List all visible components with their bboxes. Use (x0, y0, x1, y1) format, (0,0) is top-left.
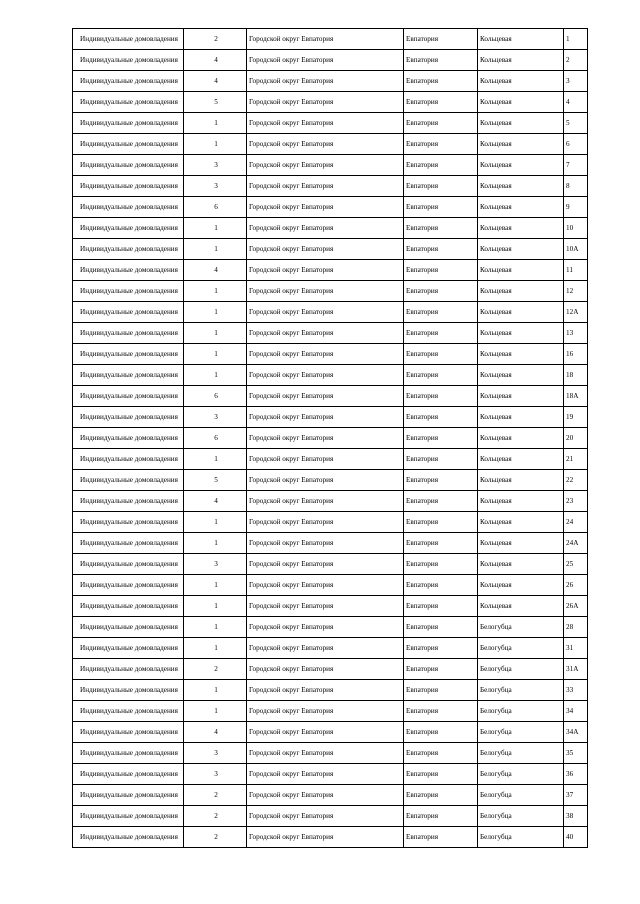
city-cell: Евпатория (404, 113, 478, 134)
street-cell: Кольцевая (478, 449, 564, 470)
district-cell: Городской округ Евпатория (247, 764, 404, 785)
street-cell: Кольцевая (478, 29, 564, 50)
house-number-cell: 10А (564, 239, 588, 260)
street-cell: Кольцевая (478, 512, 564, 533)
building-type-cell: Индивидуальные домовладения (73, 533, 184, 554)
street-cell: Белогубца (478, 638, 564, 659)
table-row (73, 491, 588, 512)
count-cell: 1 (184, 344, 247, 365)
table-row (73, 680, 588, 701)
city-cell: Евпатория (404, 638, 478, 659)
count-cell: 4 (184, 722, 247, 743)
house-number-cell: 3 (564, 71, 588, 92)
table-row (73, 575, 588, 596)
city-cell: Евпатория (404, 743, 478, 764)
house-number-cell: 22 (564, 470, 588, 491)
street-cell: Кольцевая (478, 407, 564, 428)
count-cell: 5 (184, 92, 247, 113)
city-cell: Евпатория (404, 701, 478, 722)
building-type-cell: Индивидуальные домовладения (73, 176, 184, 197)
street-cell: Кольцевая (478, 155, 564, 176)
city-cell: Евпатория (404, 344, 478, 365)
street-cell: Белогубца (478, 806, 564, 827)
count-cell: 1 (184, 365, 247, 386)
street-cell: Кольцевая (478, 596, 564, 617)
count-cell: 3 (184, 764, 247, 785)
house-number-cell: 10 (564, 218, 588, 239)
table-row (73, 281, 588, 302)
count-cell: 1 (184, 218, 247, 239)
table-row (73, 764, 588, 785)
table-row (73, 323, 588, 344)
house-number-cell: 36 (564, 764, 588, 785)
district-cell: Городской округ Евпатория (247, 71, 404, 92)
table-row (73, 386, 588, 407)
district-cell: Городской округ Евпатория (247, 659, 404, 680)
count-cell: 3 (184, 155, 247, 176)
building-type-cell: Индивидуальные домовладения (73, 617, 184, 638)
building-type-cell: Индивидуальные домовладения (73, 806, 184, 827)
city-cell: Евпатория (404, 302, 478, 323)
city-cell: Евпатория (404, 239, 478, 260)
district-cell: Городской округ Евпатория (247, 29, 404, 50)
house-number-cell: 5 (564, 113, 588, 134)
city-cell: Евпатория (404, 386, 478, 407)
building-type-cell: Индивидуальные домовладения (73, 155, 184, 176)
table-row (73, 428, 588, 449)
district-cell: Городской округ Евпатория (247, 827, 404, 848)
count-cell: 3 (184, 743, 247, 764)
district-cell: Городской округ Евпатория (247, 470, 404, 491)
district-cell: Городской округ Евпатория (247, 743, 404, 764)
table-row (73, 449, 588, 470)
building-type-cell: Индивидуальные домовладения (73, 386, 184, 407)
district-cell: Городской округ Евпатория (247, 218, 404, 239)
city-cell: Евпатория (404, 218, 478, 239)
street-cell: Кольцевая (478, 533, 564, 554)
district-cell: Городской округ Евпатория (247, 407, 404, 428)
house-number-cell: 16 (564, 344, 588, 365)
street-cell: Белогубца (478, 701, 564, 722)
district-cell: Городской округ Евпатория (247, 428, 404, 449)
building-type-cell: Индивидуальные домовладения (73, 449, 184, 470)
count-cell: 5 (184, 470, 247, 491)
house-number-cell: 12 (564, 281, 588, 302)
table-row (73, 638, 588, 659)
street-cell: Белогубца (478, 659, 564, 680)
building-type-cell: Индивидуальные домовладения (73, 92, 184, 113)
street-cell: Кольцевая (478, 428, 564, 449)
city-cell: Евпатория (404, 260, 478, 281)
house-number-cell: 9 (564, 197, 588, 218)
building-type-cell: Индивидуальные домовладения (73, 323, 184, 344)
building-type-cell: Индивидуальные домовладения (73, 302, 184, 323)
district-cell: Городской округ Евпатория (247, 176, 404, 197)
count-cell: 2 (184, 785, 247, 806)
city-cell: Евпатория (404, 491, 478, 512)
building-type-cell: Индивидуальные домовладения (73, 113, 184, 134)
city-cell: Евпатория (404, 197, 478, 218)
street-cell: Белогубца (478, 743, 564, 764)
building-type-cell: Индивидуальные домовладения (73, 260, 184, 281)
district-cell: Городской округ Евпатория (247, 239, 404, 260)
city-cell: Евпатория (404, 785, 478, 806)
table-row (73, 659, 588, 680)
street-cell: Кольцевая (478, 176, 564, 197)
city-cell: Евпатория (404, 407, 478, 428)
building-type-cell: Индивидуальные домовладения (73, 701, 184, 722)
building-type-cell: Индивидуальные домовладения (73, 659, 184, 680)
house-number-cell: 12А (564, 302, 588, 323)
table-row (73, 197, 588, 218)
street-cell: Кольцевая (478, 113, 564, 134)
house-number-cell: 20 (564, 428, 588, 449)
city-cell: Евпатория (404, 470, 478, 491)
count-cell: 1 (184, 449, 247, 470)
count-cell: 1 (184, 281, 247, 302)
count-cell: 3 (184, 407, 247, 428)
count-cell: 6 (184, 197, 247, 218)
count-cell: 1 (184, 302, 247, 323)
building-type-cell: Индивидуальные домовладения (73, 596, 184, 617)
district-cell: Городской округ Евпатория (247, 512, 404, 533)
district-cell: Городской округ Евпатория (247, 680, 404, 701)
street-cell: Белогубца (478, 764, 564, 785)
building-type-cell: Индивидуальные домовладения (73, 722, 184, 743)
street-cell: Кольцевая (478, 491, 564, 512)
city-cell: Евпатория (404, 659, 478, 680)
house-number-cell: 34А (564, 722, 588, 743)
city-cell: Евпатория (404, 617, 478, 638)
house-number-cell: 28 (564, 617, 588, 638)
district-cell: Городской округ Евпатория (247, 134, 404, 155)
building-type-cell: Индивидуальные домовладения (73, 71, 184, 92)
city-cell: Евпатория (404, 680, 478, 701)
district-cell: Городской округ Евпатория (247, 722, 404, 743)
street-cell: Кольцевая (478, 575, 564, 596)
street-cell: Кольцевая (478, 92, 564, 113)
district-cell: Городской округ Евпатория (247, 449, 404, 470)
count-cell: 4 (184, 491, 247, 512)
city-cell: Евпатория (404, 806, 478, 827)
building-type-cell: Индивидуальные домовладения (73, 29, 184, 50)
table-row (73, 134, 588, 155)
count-cell: 1 (184, 323, 247, 344)
table-row (73, 239, 588, 260)
house-number-cell: 8 (564, 176, 588, 197)
count-cell: 2 (184, 806, 247, 827)
district-cell: Городской округ Евпатория (247, 323, 404, 344)
house-number-cell: 24А (564, 533, 588, 554)
house-number-cell: 25 (564, 554, 588, 575)
district-cell: Городской округ Евпатория (247, 575, 404, 596)
building-type-cell: Индивидуальные домовладения (73, 512, 184, 533)
house-number-cell: 33 (564, 680, 588, 701)
building-type-cell: Индивидуальные домовладения (73, 785, 184, 806)
count-cell: 1 (184, 113, 247, 134)
table-row (73, 71, 588, 92)
house-number-cell: 23 (564, 491, 588, 512)
city-cell: Евпатория (404, 575, 478, 596)
house-number-cell: 24 (564, 512, 588, 533)
house-number-cell: 18 (564, 365, 588, 386)
district-cell: Городской округ Евпатория (247, 260, 404, 281)
house-number-cell: 4 (564, 92, 588, 113)
count-cell: 6 (184, 428, 247, 449)
house-number-cell: 2 (564, 50, 588, 71)
count-cell: 1 (184, 680, 247, 701)
building-type-cell: Индивидуальные домовладения (73, 134, 184, 155)
address-table (72, 28, 588, 848)
table-row (73, 218, 588, 239)
street-cell: Белогубца (478, 722, 564, 743)
building-type-cell: Индивидуальные домовладения (73, 491, 184, 512)
building-type-cell: Индивидуальные домовладения (73, 680, 184, 701)
district-cell: Городской округ Евпатория (247, 155, 404, 176)
house-number-cell: 38 (564, 806, 588, 827)
district-cell: Городской округ Евпатория (247, 533, 404, 554)
district-cell: Городской округ Евпатория (247, 491, 404, 512)
street-cell: Белогубца (478, 827, 564, 848)
street-cell: Кольцевая (478, 197, 564, 218)
house-number-cell: 31А (564, 659, 588, 680)
city-cell: Евпатория (404, 554, 478, 575)
city-cell: Евпатория (404, 365, 478, 386)
street-cell: Кольцевая (478, 260, 564, 281)
table-row (73, 806, 588, 827)
city-cell: Евпатория (404, 764, 478, 785)
count-cell: 1 (184, 575, 247, 596)
table-row (73, 554, 588, 575)
building-type-cell: Индивидуальные домовладения (73, 764, 184, 785)
table-row (73, 29, 588, 50)
house-number-cell: 37 (564, 785, 588, 806)
building-type-cell: Индивидуальные домовладения (73, 50, 184, 71)
street-cell: Кольцевая (478, 71, 564, 92)
city-cell: Евпатория (404, 533, 478, 554)
house-number-cell: 31 (564, 638, 588, 659)
address-table-body (73, 29, 588, 848)
table-row (73, 722, 588, 743)
street-cell: Кольцевая (478, 344, 564, 365)
district-cell: Городской округ Евпатория (247, 596, 404, 617)
district-cell: Городской округ Евпатория (247, 365, 404, 386)
city-cell: Евпатория (404, 29, 478, 50)
count-cell: 4 (184, 260, 247, 281)
building-type-cell: Индивидуальные домовладения (73, 344, 184, 365)
city-cell: Евпатория (404, 71, 478, 92)
street-cell: Кольцевая (478, 323, 564, 344)
house-number-cell: 34 (564, 701, 588, 722)
table-row (73, 176, 588, 197)
street-cell: Кольцевая (478, 281, 564, 302)
house-number-cell: 11 (564, 260, 588, 281)
count-cell: 2 (184, 827, 247, 848)
table-row (73, 785, 588, 806)
count-cell: 3 (184, 554, 247, 575)
count-cell: 1 (184, 617, 247, 638)
table-row (73, 701, 588, 722)
count-cell: 3 (184, 176, 247, 197)
table-row (73, 365, 588, 386)
city-cell: Евпатория (404, 176, 478, 197)
city-cell: Евпатория (404, 428, 478, 449)
count-cell: 1 (184, 512, 247, 533)
count-cell: 6 (184, 386, 247, 407)
city-cell: Евпатория (404, 827, 478, 848)
city-cell: Евпатория (404, 596, 478, 617)
table-row (73, 344, 588, 365)
house-number-cell: 40 (564, 827, 588, 848)
table-row (73, 260, 588, 281)
district-cell: Городской округ Евпатория (247, 197, 404, 218)
street-cell: Кольцевая (478, 218, 564, 239)
building-type-cell: Индивидуальные домовладения (73, 281, 184, 302)
count-cell: 1 (184, 596, 247, 617)
street-cell: Белогубца (478, 785, 564, 806)
city-cell: Евпатория (404, 281, 478, 302)
city-cell: Евпатория (404, 134, 478, 155)
district-cell: Городской округ Евпатория (247, 302, 404, 323)
house-number-cell: 35 (564, 743, 588, 764)
building-type-cell: Индивидуальные домовладения (73, 470, 184, 491)
building-type-cell: Индивидуальные домовладения (73, 239, 184, 260)
house-number-cell: 18А (564, 386, 588, 407)
street-cell: Кольцевая (478, 50, 564, 71)
street-cell: Кольцевая (478, 134, 564, 155)
count-cell: 1 (184, 701, 247, 722)
house-number-cell: 1 (564, 29, 588, 50)
house-number-cell: 13 (564, 323, 588, 344)
table-row (73, 827, 588, 848)
building-type-cell: Индивидуальные домовладения (73, 407, 184, 428)
building-type-cell: Индивидуальные домовладения (73, 827, 184, 848)
table-row (73, 596, 588, 617)
district-cell: Городской округ Евпатория (247, 554, 404, 575)
building-type-cell: Индивидуальные домовладения (73, 197, 184, 218)
city-cell: Евпатория (404, 722, 478, 743)
district-cell: Городской округ Евпатория (247, 113, 404, 134)
count-cell: 1 (184, 533, 247, 554)
city-cell: Евпатория (404, 512, 478, 533)
district-cell: Городской округ Евпатория (247, 617, 404, 638)
table-row (73, 92, 588, 113)
table-row (73, 617, 588, 638)
street-cell: Белогубца (478, 680, 564, 701)
building-type-cell: Индивидуальные домовладения (73, 575, 184, 596)
building-type-cell: Индивидуальные домовладения (73, 554, 184, 575)
building-type-cell: Индивидуальные домовладения (73, 743, 184, 764)
count-cell: 4 (184, 50, 247, 71)
table-row (73, 407, 588, 428)
building-type-cell: Индивидуальные домовладения (73, 365, 184, 386)
house-number-cell: 21 (564, 449, 588, 470)
district-cell: Городской округ Евпатория (247, 281, 404, 302)
street-cell: Кольцевая (478, 302, 564, 323)
count-cell: 2 (184, 659, 247, 680)
district-cell: Городской округ Евпатория (247, 50, 404, 71)
table-row (73, 533, 588, 554)
house-number-cell: 6 (564, 134, 588, 155)
street-cell: Кольцевая (478, 239, 564, 260)
building-type-cell: Индивидуальные домовладения (73, 218, 184, 239)
count-cell: 1 (184, 134, 247, 155)
district-cell: Городской округ Евпатория (247, 806, 404, 827)
building-type-cell: Индивидуальные домовладения (73, 638, 184, 659)
street-cell: Кольцевая (478, 386, 564, 407)
district-cell: Городской округ Евпатория (247, 344, 404, 365)
table-row (73, 302, 588, 323)
house-number-cell: 7 (564, 155, 588, 176)
house-number-cell: 26А (564, 596, 588, 617)
count-cell: 1 (184, 638, 247, 659)
city-cell: Евпатория (404, 155, 478, 176)
district-cell: Городской округ Евпатория (247, 701, 404, 722)
city-cell: Евпатория (404, 92, 478, 113)
city-cell: Евпатория (404, 323, 478, 344)
city-cell: Евпатория (404, 449, 478, 470)
count-cell: 4 (184, 71, 247, 92)
house-number-cell: 19 (564, 407, 588, 428)
district-cell: Городской округ Евпатория (247, 386, 404, 407)
table-row (73, 155, 588, 176)
district-cell: Городской округ Евпатория (247, 785, 404, 806)
count-cell: 2 (184, 29, 247, 50)
district-cell: Городской округ Евпатория (247, 92, 404, 113)
house-number-cell: 26 (564, 575, 588, 596)
city-cell: Евпатория (404, 50, 478, 71)
street-cell: Белогубца (478, 617, 564, 638)
street-cell: Кольцевая (478, 470, 564, 491)
table-row (73, 470, 588, 491)
district-cell: Городской округ Евпатория (247, 638, 404, 659)
street-cell: Кольцевая (478, 365, 564, 386)
street-cell: Кольцевая (478, 554, 564, 575)
table-row (73, 512, 588, 533)
table-row (73, 113, 588, 134)
table-row (73, 743, 588, 764)
count-cell: 1 (184, 239, 247, 260)
building-type-cell: Индивидуальные домовладения (73, 428, 184, 449)
table-row (73, 50, 588, 71)
